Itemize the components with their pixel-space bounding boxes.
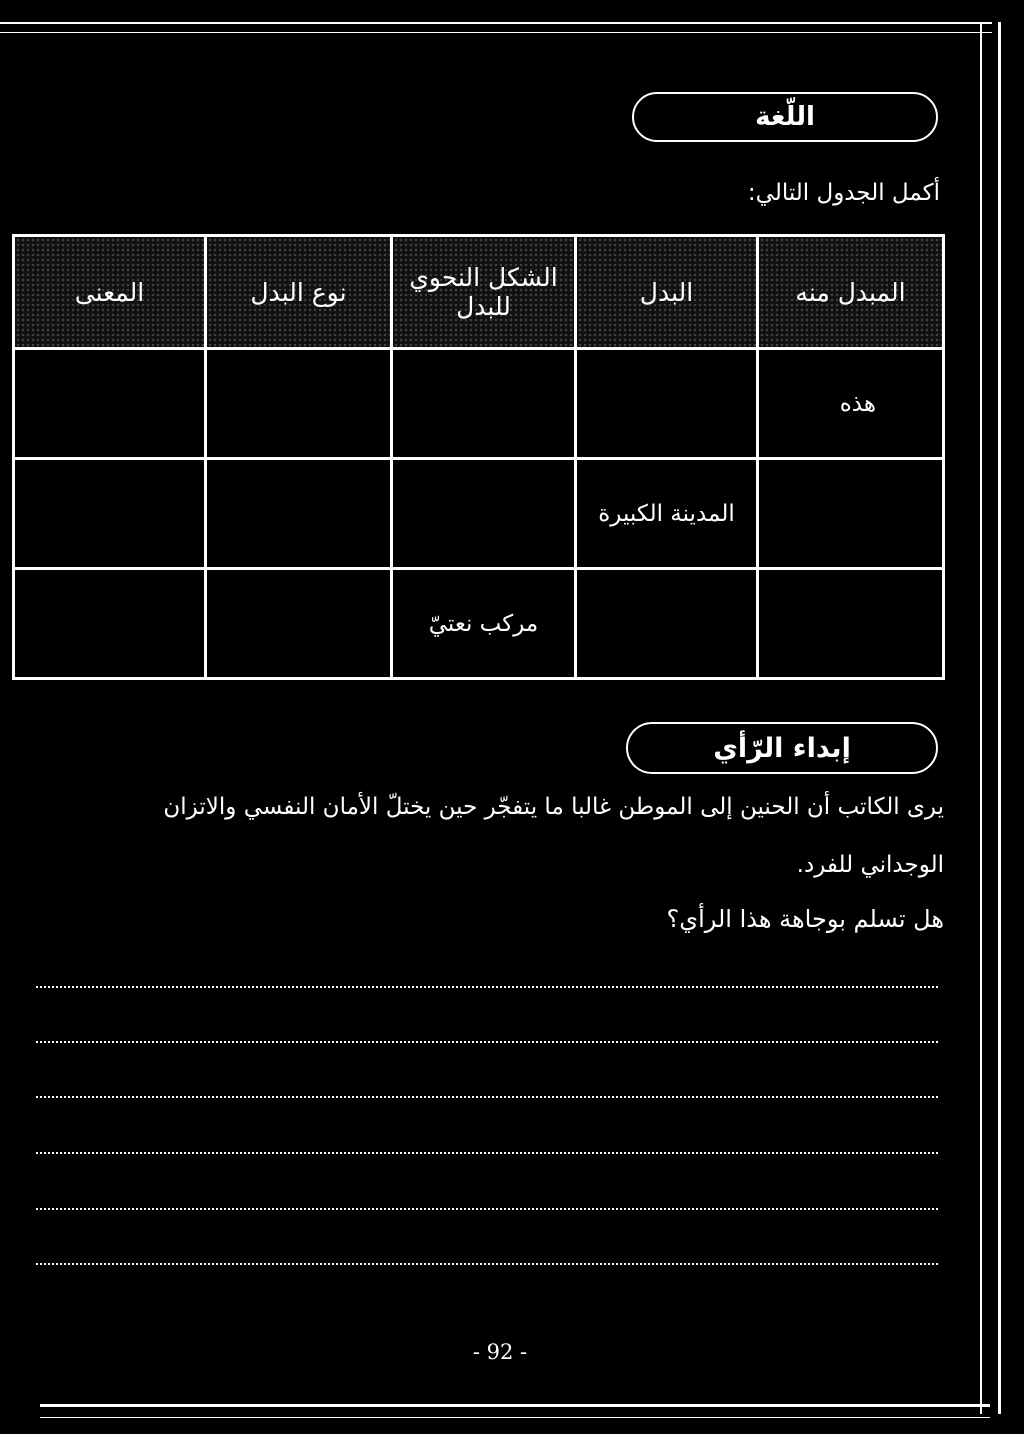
table-cell-input[interactable] [206, 349, 392, 459]
header-cell: نوع البدل [206, 236, 392, 349]
page-frame-right [980, 22, 1001, 1414]
section-title-opinion-text: إبداء الرّأي [713, 732, 851, 764]
header-cell: المعنى [14, 236, 206, 349]
page-frame-top [0, 22, 992, 33]
answer-line[interactable] [36, 1263, 938, 1265]
table-cell-input[interactable] [14, 349, 206, 459]
table-cell-input[interactable] [758, 569, 944, 679]
table-cell: هذه [758, 349, 944, 459]
table-cell: مركب نعتيّ [392, 569, 576, 679]
header-cell: البدل [576, 236, 758, 349]
header-cell: المبدل منه [758, 236, 944, 349]
table-cell-input[interactable] [392, 459, 576, 569]
answer-line[interactable] [36, 1041, 938, 1043]
table-cell-input[interactable] [14, 459, 206, 569]
table-cell-input[interactable] [758, 459, 944, 569]
table-row [14, 349, 944, 459]
table-cell-input[interactable] [206, 459, 392, 569]
page-number: - 92 - [472, 1340, 528, 1364]
section-title-opinion [626, 722, 938, 774]
section-title-language [632, 92, 938, 142]
table-header-row [14, 236, 944, 349]
paragraph-line: يرى الكاتب أن الحنين إلى الموطن غالبا ما يتفجّر حين يختلّ الأمان النفسي والاتزان [163, 794, 944, 820]
paragraph-line: الوجداني للفرد. [796, 852, 944, 878]
table-cell: المدينة الكبيرة [576, 459, 758, 569]
header-cell: الشكل النحوي للبدل [392, 236, 576, 349]
answer-line[interactable] [36, 1152, 938, 1154]
table-cell-input[interactable] [576, 349, 758, 459]
answer-line[interactable] [36, 1096, 938, 1098]
opinion-question: هل تسلم بوجاهة هذا الرأي؟ [666, 905, 944, 933]
table-row [14, 569, 944, 679]
section-title-language-text: اللّغة [755, 102, 815, 132]
table-row [14, 459, 944, 569]
table-instruction: أكمل الجدول التالي: [747, 180, 940, 206]
grammar-table [12, 234, 945, 680]
table-cell-input[interactable] [576, 569, 758, 679]
answer-line[interactable] [36, 1208, 938, 1210]
table-cell-input[interactable] [14, 569, 206, 679]
answer-line[interactable] [36, 986, 938, 988]
table-cell-input[interactable] [392, 349, 576, 459]
page-frame-bottom [40, 1404, 990, 1418]
table-cell-input[interactable] [206, 569, 392, 679]
